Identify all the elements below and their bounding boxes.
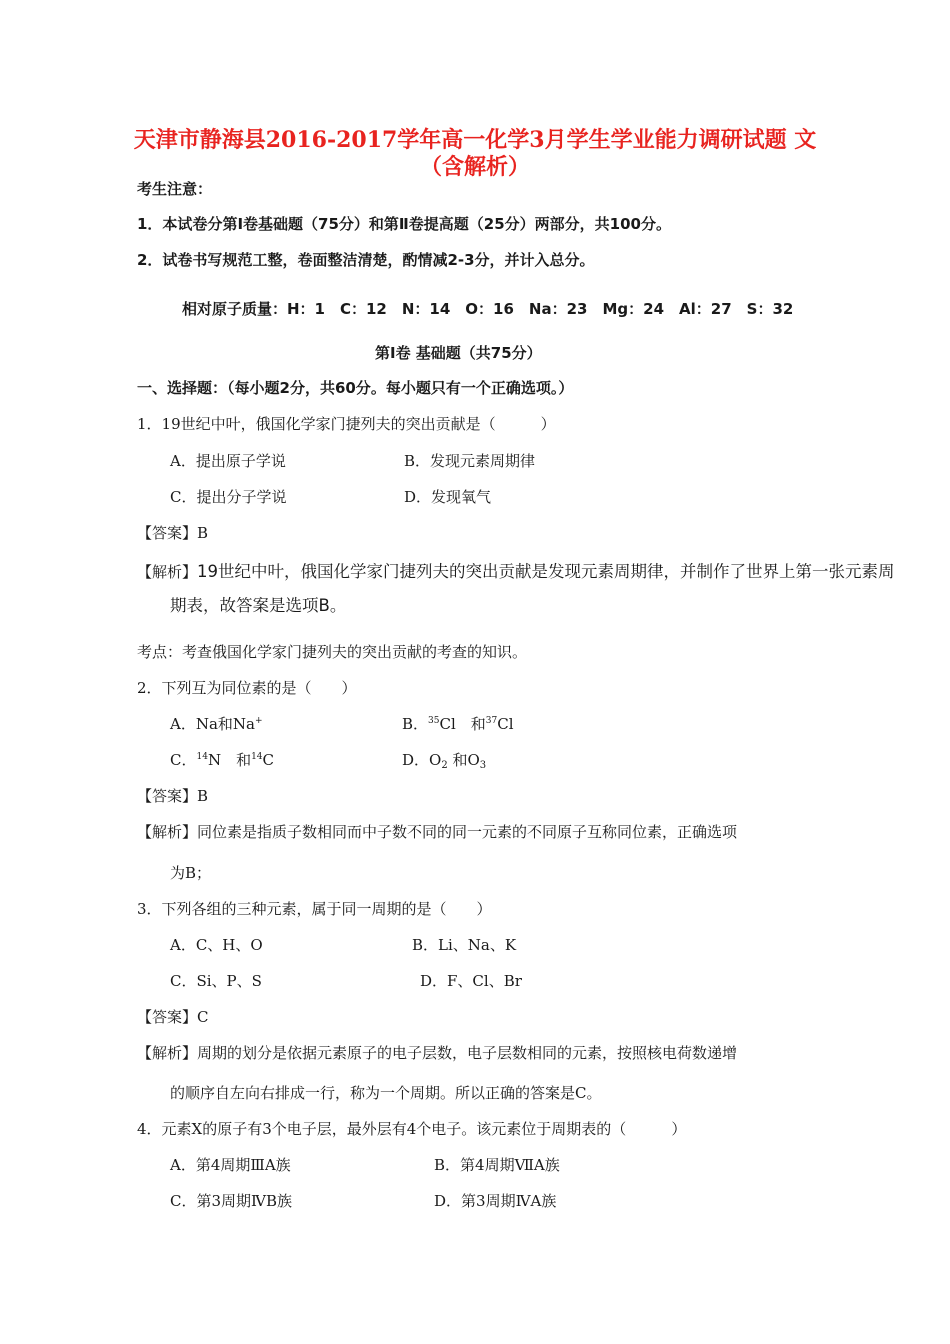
document-title-subtitle: （含解析） bbox=[419, 154, 530, 180]
question-2-option-d: D．$O_2$ 和$O_3$ bbox=[402, 751, 487, 771]
question-3-stem: 3．下列各组的三种元素，属于同一周期的是（ ） bbox=[137, 900, 492, 918]
analysis-label: 【解析】 bbox=[137, 563, 198, 581]
question-1-option-d: D．发现氧气 bbox=[404, 488, 492, 506]
question-2-option-c: C．$^{14}$N 和$^{14}$C bbox=[170, 751, 275, 769]
notice-heading: 考生注意： bbox=[137, 180, 213, 198]
question-4-option-d: D．第3周期ⅣA族 bbox=[434, 1192, 557, 1210]
question-3-analysis bbox=[137, 1042, 737, 1063]
question-3-option-b: B．Li、Na、K bbox=[412, 936, 517, 954]
question-3-answer bbox=[137, 1006, 209, 1027]
question-3-analysis-line-2: 的顺序自左向右排成一行，称为一个周期。所以正确的答案是C。 bbox=[170, 1084, 602, 1102]
answer-label: 【答案】 bbox=[137, 524, 198, 542]
question-3-option-d: D．F、Cl、Br bbox=[420, 972, 522, 990]
part1-heading: 第Ⅰ卷 基础题（共75分） bbox=[375, 344, 542, 362]
question-1-option-b: B．发现元素周期律 bbox=[404, 452, 536, 470]
question-2-analysis bbox=[137, 821, 737, 842]
analysis-text-line-1: 19世纪中叶，俄国化学家门捷列夫的突出贡献是发现元素周期律，并制作了世界上第一张元素周 bbox=[197, 562, 895, 581]
question-3-option-a: A．C、H、O bbox=[170, 936, 263, 954]
answer-label: 【答案】 bbox=[137, 787, 198, 805]
answer-label: 【答案】 bbox=[137, 1008, 198, 1026]
question-1-option-c: C．提出分子学说 bbox=[170, 488, 287, 506]
question-4-option-c: C．第3周期ⅣB族 bbox=[170, 1192, 293, 1210]
analysis-text-line-1: 同位素是指质子数相同而中子数不同的同一元素的不同原子互称同位素，正确选项 bbox=[197, 823, 738, 841]
question-1-option-a: A．提出原子学说 bbox=[170, 452, 286, 470]
notice-item-2: 2．试卷书写规范工整，卷面整洁清楚，酌情减2-3分，并计入总分。 bbox=[137, 251, 595, 269]
question-2-option-b: B．$^{35}$Cl 和$^{37}$Cl bbox=[402, 715, 514, 733]
analysis-label: 【解析】 bbox=[137, 823, 198, 841]
analysis-text-line-1: 周期的划分是依据元素原子的电子层数，电子层数相同的元素，按照核电荷数递增 bbox=[197, 1044, 738, 1062]
question-1-analysis bbox=[137, 558, 895, 582]
analysis-label: 【解析】 bbox=[137, 1044, 198, 1062]
question-4-option-a: A．第4周期ⅢA族 bbox=[170, 1156, 291, 1174]
question-2-option-a: A．Na和Na+ bbox=[170, 715, 263, 733]
question-2-analysis-line-2: 为B； bbox=[170, 864, 212, 882]
question-4-stem: 4．元素X的原子有3个电子层，最外层有4个电子。该元素位于周期表的（ ） bbox=[137, 1120, 687, 1138]
atomic-masses: 相对原子质量：H：1 C：12 N：14 O：16 Na：23 Mg：24 Al：27 S：32 bbox=[182, 300, 794, 318]
question-1-analysis-line-2: 期表，故答案是选项B。 bbox=[170, 596, 347, 615]
section1-heading: 一、选择题：（每小题2分，共60分。每小题只有一个正确选项。） bbox=[137, 379, 574, 397]
question-2-answer bbox=[137, 785, 208, 806]
document-title: 天津市静海县2016-2017学年高一化学3月学生学业能力调研试题 文 bbox=[133, 127, 817, 153]
question-2-stem: 2．下列互为同位素的是（ ） bbox=[137, 679, 357, 697]
answer-value: B bbox=[197, 787, 209, 805]
question-3-option-c: C．Si、P、S bbox=[170, 972, 262, 990]
question-1-kaodian: 考点：考查俄国化学家门捷列夫的突出贡献的考查的知识。 bbox=[137, 643, 528, 661]
answer-value: B bbox=[197, 524, 209, 542]
notice-item-1: 1．本试卷分第Ⅰ卷基础题（75分）和第Ⅱ卷提高题（25分）两部分，共100分。 bbox=[137, 215, 671, 233]
question-1-stem: 1．19世纪中叶，俄国化学家门捷列夫的突出贡献是（ ） bbox=[137, 415, 556, 433]
question-1-answer bbox=[137, 522, 208, 543]
question-4-option-b: B．第4周期ⅦA族 bbox=[434, 1156, 560, 1174]
answer-value: C bbox=[197, 1008, 209, 1026]
